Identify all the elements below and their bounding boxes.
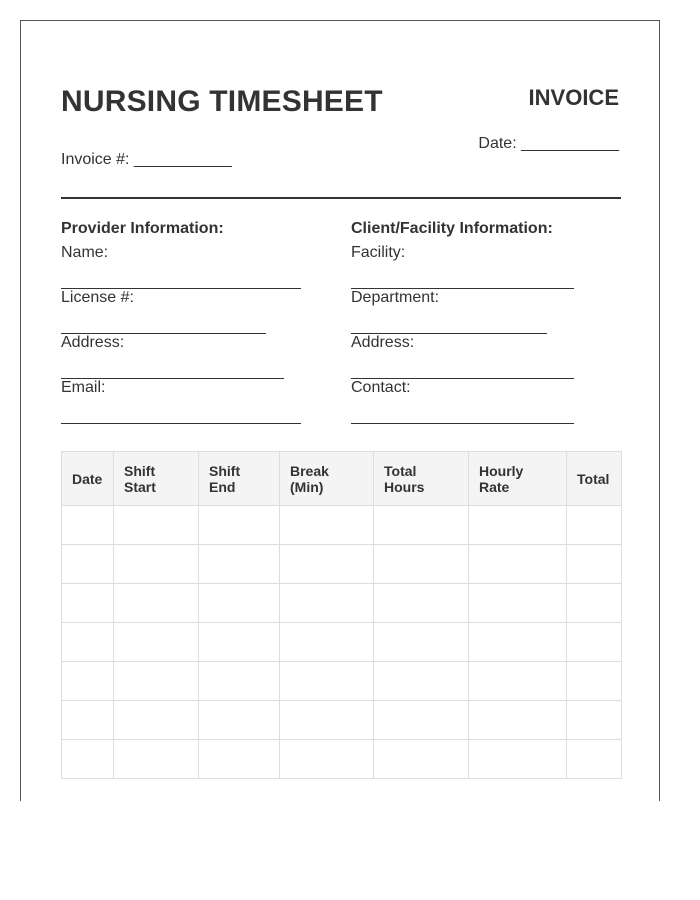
- client-contact-field: [351, 378, 611, 423]
- cell-total[interactable]: [567, 545, 622, 584]
- cell-date[interactable]: [62, 545, 114, 584]
- table-body: [62, 506, 622, 779]
- client-facility-input[interactable]: [351, 263, 574, 289]
- provider-information-section: [61, 219, 321, 423]
- cell-break[interactable]: [280, 662, 374, 701]
- cell-date[interactable]: [62, 740, 114, 779]
- client-information-section: [351, 219, 611, 423]
- client-facility-field: [351, 243, 611, 288]
- provider-name-field: [61, 243, 321, 288]
- cell-date[interactable]: [62, 584, 114, 623]
- column-header-break: Break (Min): [280, 452, 374, 506]
- cell-shift-start[interactable]: [114, 701, 199, 740]
- cell-total-hours[interactable]: [374, 506, 469, 545]
- cell-break[interactable]: [280, 740, 374, 779]
- provider-address-input[interactable]: [61, 353, 284, 379]
- table-header-row: [62, 452, 622, 506]
- table-row: [62, 740, 622, 779]
- client-address-input[interactable]: [351, 353, 574, 379]
- table-row: [62, 545, 622, 584]
- client-address-label: Address:: [351, 334, 415, 351]
- cell-date[interactable]: [62, 701, 114, 740]
- cell-date[interactable]: [62, 506, 114, 545]
- cell-total[interactable]: [567, 740, 622, 779]
- cell-hourly-rate[interactable]: [469, 740, 567, 779]
- provider-license-label: License #:: [61, 289, 134, 306]
- invoice-number-field[interactable]: ___________: [133, 151, 232, 168]
- provider-address-field: [61, 333, 321, 378]
- cell-shift-start[interactable]: [114, 506, 199, 545]
- cell-break[interactable]: [280, 701, 374, 740]
- cell-break[interactable]: [280, 623, 374, 662]
- cell-shift-end[interactable]: [199, 584, 280, 623]
- cell-hourly-rate[interactable]: [469, 623, 567, 662]
- table-row: [62, 506, 622, 545]
- client-department-label: Department:: [351, 289, 440, 306]
- table-row: [62, 662, 622, 701]
- cell-break[interactable]: [280, 584, 374, 623]
- client-contact-label: Contact:: [351, 379, 411, 396]
- invoice-label: INVOICE: [528, 85, 619, 110]
- client-facility-label: Facility:: [351, 244, 406, 261]
- column-header-date: Date: [62, 452, 114, 506]
- date-row: [478, 135, 619, 153]
- cell-shift-end[interactable]: [199, 740, 280, 779]
- cell-total-hours[interactable]: [374, 701, 469, 740]
- column-header-shift-end: Shift End: [199, 452, 280, 506]
- cell-shift-end[interactable]: [199, 545, 280, 584]
- cell-hourly-rate[interactable]: [469, 545, 567, 584]
- provider-email-field: [61, 378, 321, 423]
- cell-shift-start[interactable]: [114, 662, 199, 701]
- cell-shift-start[interactable]: [114, 623, 199, 662]
- client-department-input[interactable]: [351, 308, 547, 334]
- invoice-number-label: Invoice #:: [61, 151, 130, 168]
- cell-total-hours[interactable]: [374, 740, 469, 779]
- cell-shift-end[interactable]: [199, 506, 280, 545]
- provider-email-label: Email:: [61, 379, 106, 396]
- cell-shift-start[interactable]: [114, 740, 199, 779]
- cell-total-hours[interactable]: [374, 662, 469, 701]
- cell-total[interactable]: [567, 662, 622, 701]
- cell-break[interactable]: [280, 506, 374, 545]
- cell-shift-end[interactable]: [199, 623, 280, 662]
- table-row: [62, 584, 622, 623]
- table-row: [62, 701, 622, 740]
- cell-hourly-rate[interactable]: [469, 584, 567, 623]
- cell-total[interactable]: [567, 623, 622, 662]
- provider-email-input[interactable]: [61, 398, 301, 424]
- column-header-total: Total: [567, 452, 622, 506]
- cell-total-hours[interactable]: [374, 623, 469, 662]
- document-title: NURSING TIMESHEET: [61, 85, 383, 118]
- cell-total-hours[interactable]: [374, 584, 469, 623]
- table-row: [62, 623, 622, 662]
- date-label: Date:: [478, 135, 517, 152]
- cell-shift-start[interactable]: [114, 584, 199, 623]
- cell-total[interactable]: [567, 584, 622, 623]
- cell-shift-end[interactable]: [199, 701, 280, 740]
- column-header-hourly-rate: Hourly Rate: [469, 452, 567, 506]
- cell-break[interactable]: [280, 545, 374, 584]
- cell-hourly-rate[interactable]: [469, 662, 567, 701]
- timesheet-table: [61, 451, 622, 779]
- cell-date[interactable]: [62, 623, 114, 662]
- provider-name-label: Name:: [61, 244, 109, 261]
- provider-license-input[interactable]: [61, 308, 266, 334]
- provider-license-field: [61, 288, 321, 333]
- cell-date[interactable]: [62, 662, 114, 701]
- column-header-shift-start: Shift Start: [114, 452, 199, 506]
- provider-heading: Provider Information:: [61, 220, 224, 237]
- client-address-field: [351, 333, 611, 378]
- cell-shift-start[interactable]: [114, 545, 199, 584]
- client-heading: Client/Facility Information:: [351, 220, 553, 237]
- cell-hourly-rate[interactable]: [469, 506, 567, 545]
- cell-total-hours[interactable]: [374, 545, 469, 584]
- client-contact-input[interactable]: [351, 398, 574, 424]
- invoice-number-row: [61, 151, 232, 169]
- column-header-total-hours: Total Hours: [374, 452, 469, 506]
- client-department-field: [351, 288, 611, 333]
- cell-shift-end[interactable]: [199, 662, 280, 701]
- date-field[interactable]: ___________: [521, 135, 619, 152]
- cell-hourly-rate[interactable]: [469, 701, 567, 740]
- cell-total[interactable]: [567, 701, 622, 740]
- provider-address-label: Address:: [61, 334, 125, 351]
- cell-total[interactable]: [567, 506, 622, 545]
- provider-name-input[interactable]: [61, 263, 301, 289]
- timesheet-page: [20, 20, 660, 801]
- header-divider: [61, 197, 621, 199]
